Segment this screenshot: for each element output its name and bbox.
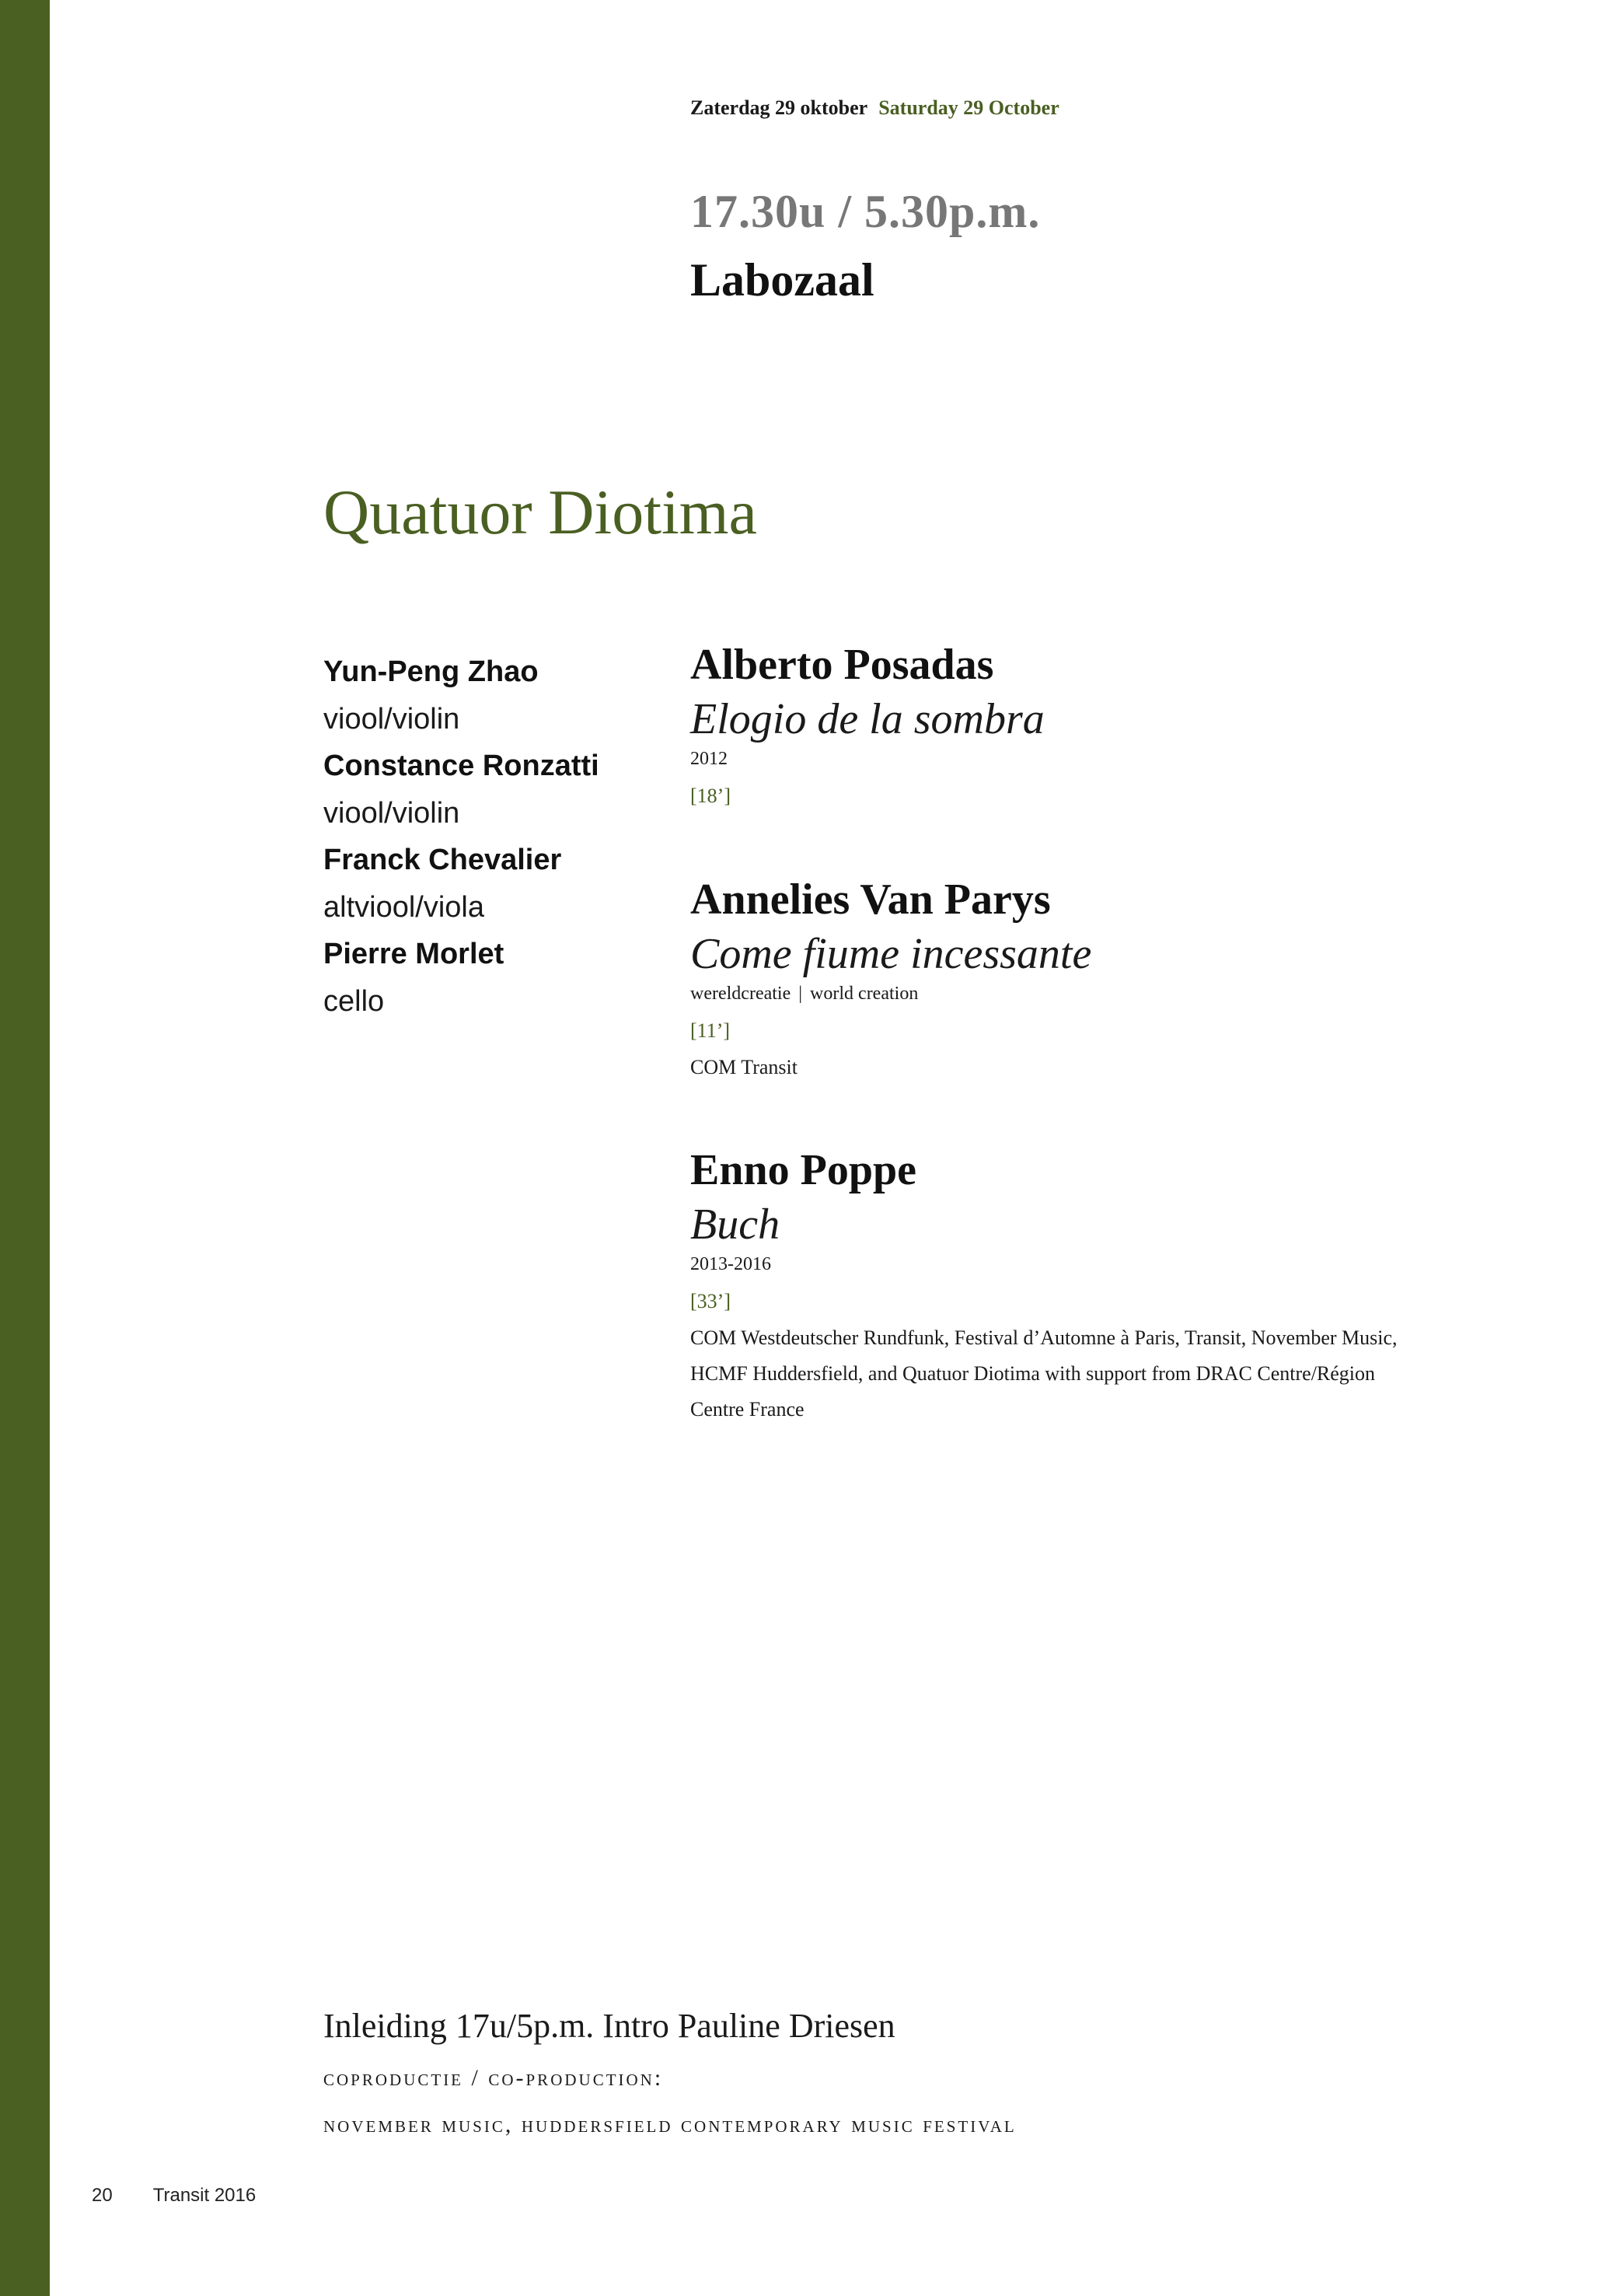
performer-role: viool/violin (323, 702, 460, 736)
work-note (690, 980, 1561, 1008)
commission-line: Centre France (690, 1398, 805, 1421)
composer-name: Enno Poppe (690, 1146, 916, 1194)
work-commission: COM Transit (690, 1056, 798, 1078)
work-note-en: world creation (810, 984, 919, 1004)
date-english: Saturday 29 October (878, 96, 1059, 119)
work-duration: [11’] (690, 1019, 731, 1042)
sidebar-band (0, 0, 50, 2296)
performer-role: cello (323, 984, 385, 1018)
concert-time: 17.30u / 5.30p.m. (690, 186, 1041, 237)
work-item (690, 871, 1561, 1085)
performer-name: Pierre Morlet (323, 938, 504, 970)
performer-name: Constance Ronzatti (323, 750, 599, 782)
performer-role: viool/violin (323, 796, 460, 830)
publication-name: Transit 2016 (152, 2185, 257, 2206)
coproduction-label: coproductie / co-production: (323, 2065, 664, 2091)
date-line (690, 96, 1059, 120)
performer-role: altviool/viola (323, 890, 484, 924)
commission-line: HCMF Huddersfield, and Quatuor Diotima with support from DRAC Centre/Région (690, 1362, 1376, 1385)
work-commission (690, 1320, 1561, 1428)
work-note-nl: wereldcreatie (690, 984, 791, 1004)
performer-name: Franck Chevalier (323, 844, 562, 876)
ensemble-title: Quatuor Diotima (323, 477, 757, 547)
separator: | (798, 984, 803, 1004)
work-title: Buch (690, 1200, 780, 1249)
work-duration: [33’] (690, 1290, 731, 1312)
work-duration: [18’] (690, 785, 731, 807)
work-title: Elogio de la sombra (690, 695, 1045, 743)
program-list (690, 636, 1561, 1428)
performer-name: Yun-Peng Zhao (323, 655, 539, 688)
coproduction-names: november music, huddersfield contemporary music festival (323, 2112, 1017, 2137)
date-dutch: Zaterdag 29 oktober (690, 96, 868, 119)
work-year: 2012 (690, 749, 728, 769)
intro-line: Inleiding 17u/5p.m. Intro Pauline Driesen (323, 2007, 895, 2045)
performer-list (323, 648, 650, 1025)
composer-name: Alberto Posadas (690, 641, 994, 689)
commission-line: COM Westdeutscher Rundfunk, Festival d’Automne à Paris, Transit, November Music, (690, 1326, 1398, 1349)
composer-name: Annelies Van Parys (690, 875, 1051, 924)
venue: Labozaal (690, 254, 874, 306)
page-number: 20 (92, 2185, 113, 2206)
work-year: 2013-2016 (690, 1254, 771, 1274)
work-item (690, 1141, 1561, 1428)
page-footer (92, 2185, 256, 2207)
work-title: Come fiume incessante (690, 930, 1092, 978)
work-item (690, 636, 1561, 810)
